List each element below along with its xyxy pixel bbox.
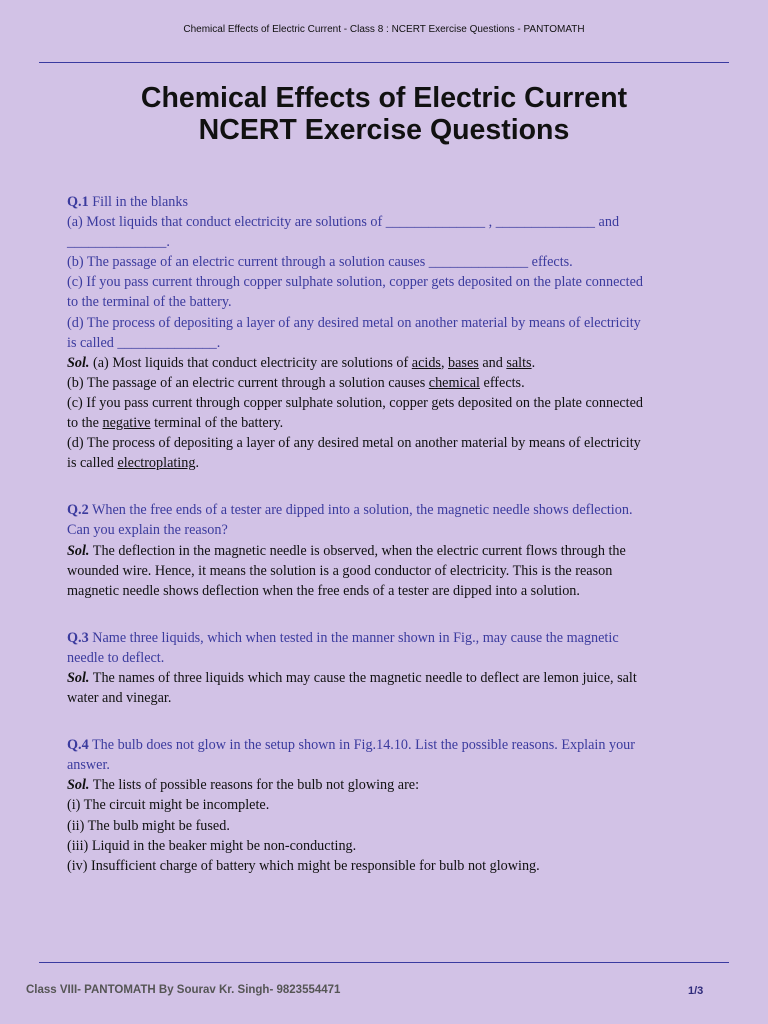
solution-label: Sol. bbox=[67, 354, 90, 371]
answer-1-part-c: (c) If you pass current through copper sulphate solution, copper gets deposited on the plate connected bbox=[67, 394, 643, 411]
question-1-part-b: (b) The passage of an electric current through a solution causes ______________ effects. bbox=[67, 254, 573, 271]
page-title-line-2: NCERT Exercise Questions bbox=[198, 114, 570, 146]
question-text: Name three liquids, which when tested in the manner shown in Fig., may cause the magnetic bbox=[88, 629, 619, 646]
running-header: Chemical Effects of Electric Current - Class 8 : NCERT Exercise Questions - PANTOMATH bbox=[183, 24, 585, 35]
answer-2-cont: wounded wire. Hence, it means the solution is a good conductor of electricity. This is the reason bbox=[67, 562, 613, 579]
answer-word-salts: salts bbox=[506, 354, 532, 371]
question-text: When the free ends of a tester are dipped into a solution, the magnetic needle shows deflection. bbox=[88, 502, 633, 519]
question-1-part-c: (c) If you pass current through copper sulphate solution, copper gets deposited on the plate connected bbox=[67, 274, 643, 291]
solution-label: Sol. bbox=[67, 669, 90, 686]
answer-word-negative: negative bbox=[102, 415, 151, 432]
solution-label: Sol. bbox=[67, 777, 90, 794]
question-1-part-a: (a) Most liquids that conduct electricity are solutions of ______________ , ______________ and bbox=[67, 214, 620, 231]
answer-2 bbox=[67, 541, 707, 561]
question-number: Q.2 bbox=[67, 502, 89, 519]
question-number: Q.4 bbox=[67, 737, 89, 754]
question-1 bbox=[67, 192, 707, 473]
question-number: Q.3 bbox=[67, 629, 89, 646]
answer-text: effects. bbox=[479, 374, 525, 391]
document-body bbox=[67, 192, 707, 876]
answer-text: is called bbox=[67, 455, 118, 472]
question-2-prompt bbox=[67, 500, 707, 520]
reason-item: (iii) Liquid in the beaker might be non-conducting. bbox=[67, 837, 357, 854]
answer-1-part-d-cont bbox=[67, 453, 707, 473]
question-1-prompt bbox=[67, 192, 707, 212]
question-4 bbox=[67, 735, 707, 876]
answer-text: The deflection in the magnetic needle is observed, when the electric current flows through the bbox=[89, 542, 626, 559]
reason-item: (iv) Insufficient charge of battery which might be responsible for bulb not glowing. bbox=[67, 857, 540, 874]
answer-text: to the bbox=[67, 415, 103, 432]
answer-text: and bbox=[478, 354, 507, 371]
answer-word-bases: bases bbox=[448, 354, 479, 371]
answer-1-part-c-cont bbox=[67, 413, 707, 433]
question-3 bbox=[67, 628, 707, 708]
page-title-line-1: Chemical Effects of Electric Current bbox=[140, 82, 628, 114]
answer-text: . bbox=[531, 354, 536, 371]
answer-text: (a) Most liquids that conduct electricity are solutions of bbox=[89, 354, 412, 371]
footer-divider bbox=[39, 962, 729, 963]
answer-word-acids: acids bbox=[411, 354, 441, 371]
answer-text: The names of three liquids which may cause the magnetic needle to deflect are lemon juice, salt bbox=[89, 669, 637, 686]
answer-text: (b) The passage of an electric current through a solution causes bbox=[67, 374, 429, 391]
question-text: Fill in the blanks bbox=[92, 194, 188, 210]
answer-1-part-d: (d) The process of depositing a layer of any desired metal on another material by means of electricity bbox=[67, 435, 641, 452]
answer-text: terminal of the battery. bbox=[150, 415, 284, 432]
page-title bbox=[0, 82, 768, 146]
reason-item: (i) The circuit might be incomplete. bbox=[67, 797, 270, 814]
answer-3-cont: water and vinegar. bbox=[67, 690, 172, 707]
question-2 bbox=[67, 500, 707, 600]
question-number: Q.1 bbox=[67, 194, 89, 210]
question-3-prompt bbox=[67, 628, 707, 648]
answer-text: . bbox=[195, 455, 199, 472]
question-3-prompt-cont: needle to deflect. bbox=[67, 649, 165, 666]
question-4-prompt-cont: answer. bbox=[67, 757, 110, 774]
question-1-part-c-cont: to the terminal of the battery. bbox=[67, 294, 232, 311]
question-4-prompt bbox=[67, 735, 707, 755]
answer-word-chemical: chemical bbox=[428, 374, 480, 391]
solution-label: Sol. bbox=[67, 542, 90, 559]
footer-credit: Class VIII- PANTOMATH By Sourav Kr. Singh- 9823554471 bbox=[26, 984, 341, 996]
answer-1-part-a bbox=[67, 353, 707, 373]
question-1-part-d-cont: is called ______________. bbox=[67, 334, 221, 351]
reason-item: (ii) The bulb might be fused. bbox=[67, 817, 230, 834]
answer-1-part-b bbox=[67, 373, 707, 393]
answer-2-cont-2: magnetic needle shows deflection when the free ends of a tester are dipped into a solution. bbox=[67, 582, 580, 599]
answer-text: The lists of possible reasons for the bulb not glowing are: bbox=[89, 777, 420, 794]
answer-word-electroplating: electroplating bbox=[117, 455, 196, 472]
header-divider bbox=[39, 62, 729, 63]
question-1-part-a-cont: ______________. bbox=[67, 234, 170, 251]
page-number: 1/3 bbox=[688, 985, 704, 997]
answer-4 bbox=[67, 775, 707, 795]
answer-text: , bbox=[440, 354, 449, 371]
question-2-prompt-cont: Can you explain the reason? bbox=[67, 522, 228, 539]
answer-3 bbox=[67, 668, 707, 688]
question-text: The bulb does not glow in the setup shown in Fig.14.10. List the possible reasons. Explain your bbox=[88, 737, 635, 754]
question-1-part-d: (d) The process of depositing a layer of any desired metal on another material by means of electricity bbox=[67, 314, 641, 331]
